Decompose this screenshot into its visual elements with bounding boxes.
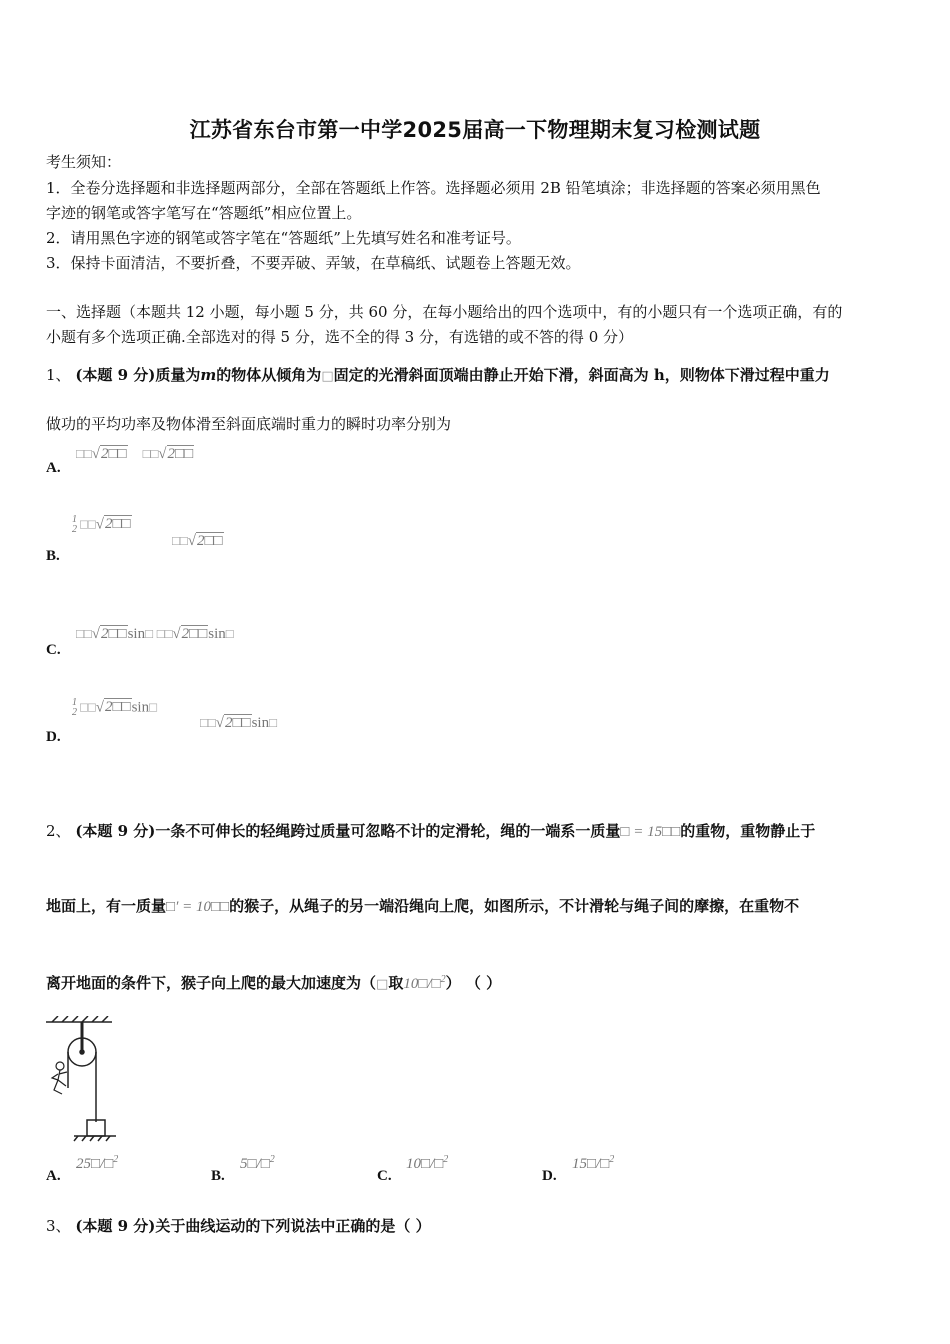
q2-option-a-label[interactable]: A. xyxy=(46,1168,61,1184)
fraction-half: 1 2 xyxy=(72,697,77,718)
question-1-line-1: 1、 (本题 9 分)质量为m的物体从倾角为□固定的光滑斜面顶端由静止开始下滑，斜面高为 h，则物体下滑过程中重力 xyxy=(46,366,830,384)
notice-line-3: 3．保持卡面清洁，不要折叠，不要弄破、弄皱，在草稿纸、试题卷上答题无效。 xyxy=(46,254,581,272)
notice-line-1b: 字迹的钢笔或答字笔写在“答题纸”相应位置上。 xyxy=(46,204,362,222)
q2-option-b-value: 5□/□$^2$ xyxy=(240,1154,275,1172)
mass-monkey: □′ = 10□□ xyxy=(166,899,230,915)
gravity-value: 10□/□$^2$ xyxy=(403,974,446,992)
fraction-half: 1 2 xyxy=(72,514,77,535)
question-2-line-1: 2、 (本题 9 分)一条不可伸长的轻绳跨过质量可忽略不计的定滑轮，绳的一端系一质量□ = 15□□的重物，重物静止于 xyxy=(46,822,816,840)
q2-option-c-value: 10□/□$^2$ xyxy=(406,1154,449,1172)
option-b-formula-2: □□√2□□ xyxy=(172,533,223,549)
notice-heading: 考生须知： xyxy=(46,153,122,171)
weight-block xyxy=(87,1120,105,1136)
var-m: m xyxy=(200,366,217,384)
question-2-line-3: 离开地面的条件下，猴子向上爬的最大加速度为（□取10□/□$^2$） （ ） xyxy=(46,974,502,992)
option-a-label[interactable]: A. xyxy=(46,460,61,476)
notice-line-2: 2．请用黑色字迹的钢笔或答字笔在“答题纸”上先填写姓名和准考证号。 xyxy=(46,229,521,247)
pulley-diagram xyxy=(44,1016,118,1142)
question-1-line-2: 做功的平均功率及物体滑至斜面底端时重力的瞬时功率分别为 xyxy=(46,415,452,433)
missing-symbol: □ xyxy=(321,369,334,384)
option-b-formula-1: 1 2 □□√2□□ xyxy=(72,514,131,535)
option-c-formula: □□√2□□sin□ □□√2□□sin□ xyxy=(76,626,234,642)
page-title: 江苏省东台市第一中学2025届高一下物理期末复习检测试题 xyxy=(189,118,761,142)
option-c-label[interactable]: C. xyxy=(46,642,61,658)
question-number: 1、 xyxy=(46,366,71,384)
option-d-formula-1: 1 2 □□√2□□sin□ xyxy=(72,697,157,718)
option-d-formula-2: □□√2□□sin□ xyxy=(200,715,277,731)
question-3-line-1: 3、 (本题 9 分)关于曲线运动的下列说法中正确的是（ ） xyxy=(46,1217,431,1235)
section-header-line-2: 小题有多个选项正确.全部选对的得 5 分，选不全的得 3 分，有选错的或不答的得 0 分） xyxy=(46,328,634,346)
mass-heavy: □ = 15□□ xyxy=(620,824,681,840)
option-b-label[interactable]: B. xyxy=(46,548,60,564)
q2-option-a-value: 25□/□$^2$ xyxy=(76,1154,119,1172)
q2-option-d-value: 15□/□$^2$ xyxy=(572,1154,615,1172)
q2-option-b-label[interactable]: B. xyxy=(211,1168,225,1184)
question-2-line-2: 地面上，有一质量□′ = 10□□的猴子，从绳子的另一端沿绳向上爬，如图所示，不计滑轮与绳子间的摩擦，在重物不 xyxy=(46,897,800,915)
option-a-formula: □□√2□□ □□√2□□ xyxy=(76,446,194,462)
notice-line-1a: 1．全卷分选择题和非选择题两部分，全部在答题纸上作答。选择题必须用 2B 铅笔填涂；非选择题的答案必须用黑色 xyxy=(46,179,821,197)
question-score: (本题 9 分) xyxy=(75,366,156,384)
option-d-label[interactable]: D. xyxy=(46,729,61,745)
q2-option-d-label[interactable]: D. xyxy=(542,1168,557,1184)
monkey-figure xyxy=(52,1062,67,1094)
section-header-line-1: 一、选择题（本题共 12 小题，每小题 5 分，共 60 分，在每小题给出的四个选项中，有的小题只有一个选项正确，有的 xyxy=(46,303,843,321)
q2-option-c-label[interactable]: C. xyxy=(377,1168,392,1184)
